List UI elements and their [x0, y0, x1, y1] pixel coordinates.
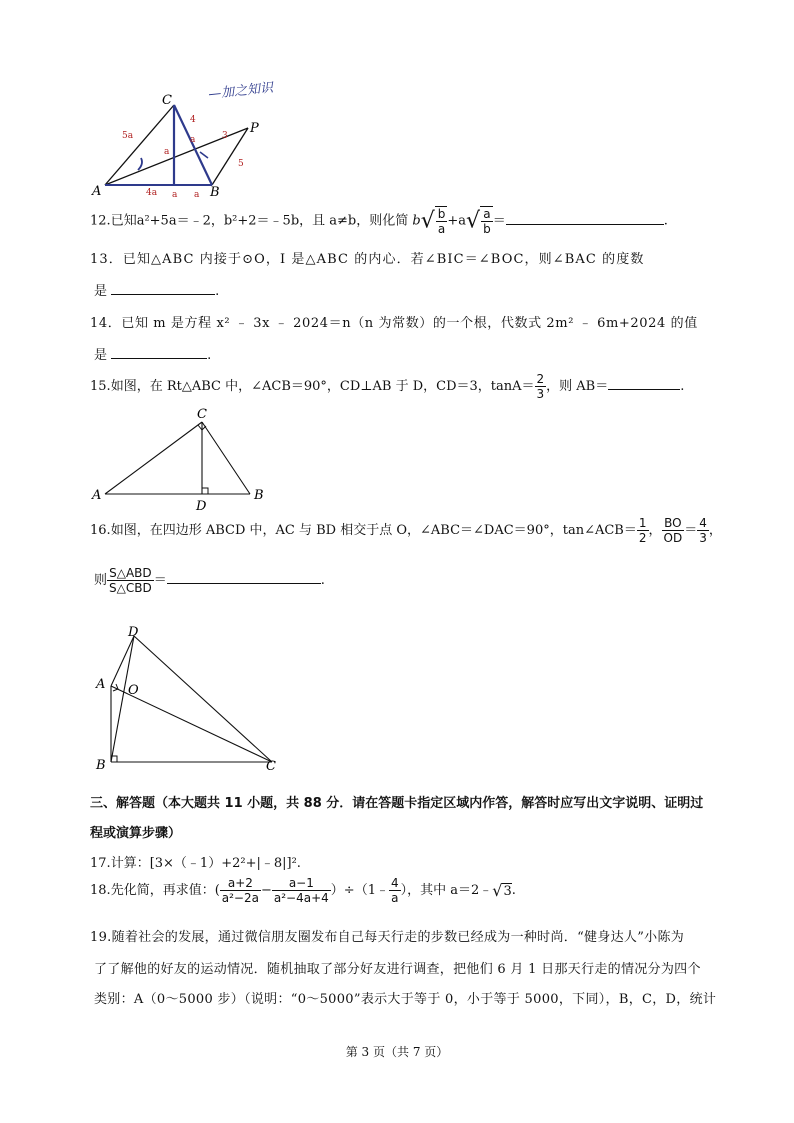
q12-sqrt2: √ $\frac{a}{b}$ — [466, 207, 491, 236]
q14-answer-blank[interactable] — [111, 346, 207, 359]
section3-line2: 程或演算步骤） — [90, 826, 182, 841]
q16-f1-num: 1 — [638, 516, 647, 530]
q16-comma2: ， — [708, 523, 722, 538]
q18-sqrt: √3 — [492, 881, 512, 900]
q16-f3-num: 4 — [699, 516, 707, 530]
q17-number: 17. — [90, 856, 111, 871]
q15-frac-num: 2 — [536, 372, 545, 386]
fig1-label-B: B — [210, 185, 220, 200]
q12-sqrt1: √ $\frac{b}{a}$ — [420, 207, 446, 236]
q16-area-ratio — [107, 566, 154, 595]
q15-frac-den: 3 — [536, 387, 545, 401]
question-13-line2 — [94, 280, 219, 299]
q12-f1-num: b — [437, 207, 446, 221]
q12-answer-blank[interactable] — [506, 212, 664, 225]
q17-text: 计算：[3×（﹣1）+2²+|﹣8|]². — [110, 856, 301, 871]
fig16-label-B: B — [96, 758, 106, 773]
q18-mid: ）÷（1﹣ — [330, 883, 389, 898]
q15-text2: ，则 AB＝ — [546, 379, 609, 394]
q16-f2-num: BO — [662, 516, 685, 531]
q12-pre: 已知 — [110, 213, 137, 229]
fig1-mark-3: 3 — [222, 131, 228, 141]
q18-f1-num: a+2 — [220, 876, 261, 891]
q15-text: 如图，在 Rt△ABC 中，∠ACB＝90°，CD⊥AB 于 D，CD＝3，tanA＝ — [110, 379, 535, 394]
q12-conditions: a²+5a＝﹣2，b²+2＝﹣5b，且 a≠b，则化简 — [136, 213, 409, 229]
figure-1-triangle — [90, 80, 320, 200]
q19-line3: 类别：A（0～5000 步）（说明：“0～5000”表示大于等于 0，小于等于 5000，下同），B，C，D，统计 — [94, 992, 717, 1007]
fig15-label-B: B — [254, 488, 264, 503]
fig1-label-P: P — [250, 121, 259, 136]
fig16-label-C: C — [266, 759, 276, 774]
fig1-mark-a2: a — [190, 135, 196, 145]
fig1-label-A: A — [92, 184, 102, 199]
q18-f1-den: a²−2a — [221, 891, 259, 905]
q18-mid2: ），其中 a＝2﹣ — [400, 883, 493, 898]
q13-number: 13． — [90, 252, 123, 267]
q12-f2-num: a — [481, 207, 493, 222]
q12-end: . — [663, 213, 668, 229]
fig15-label-A: A — [92, 488, 102, 503]
q14-number: 14． — [90, 316, 122, 331]
q16-answer-blank[interactable] — [167, 571, 321, 584]
question-17 — [90, 852, 301, 871]
fig15-label-C: C — [197, 407, 207, 422]
q13-line2: 是 — [94, 284, 108, 299]
q18-frac3 — [389, 876, 401, 905]
fig15-label-D: D — [196, 499, 207, 514]
q18-end: . — [511, 883, 516, 898]
section-3-heading-line2 — [90, 822, 181, 841]
fig1-mark-a1: a — [164, 147, 170, 157]
q16-f2-den: OD — [663, 531, 683, 545]
q18-f2-den: a²−4a+4 — [273, 891, 329, 905]
q16-ratio-den: S△CBD — [109, 581, 152, 595]
question-14 — [90, 312, 698, 331]
fig1-mark-a3: a — [172, 190, 178, 200]
fig1-mark-5a: 5a — [122, 131, 134, 141]
q14-end: . — [207, 348, 212, 363]
figure-15-right-triangle — [90, 404, 280, 514]
fig1-mark-a4: a — [194, 190, 200, 200]
figure-16-quadrilateral — [90, 622, 290, 777]
fig16-label-A: A — [96, 677, 106, 692]
q15-tan-fraction — [535, 372, 547, 401]
fig1-mark-5: 5 — [238, 159, 244, 169]
q14-line2: 是 — [94, 348, 108, 363]
q16-frac-bo-od — [662, 516, 685, 545]
section-3-heading — [90, 792, 703, 811]
fig1-handwritten-note: —加之知识 — [207, 80, 274, 103]
q16-comma: ， — [648, 523, 662, 538]
q16-text: 如图，在四边形 ABCD 中，AC 与 BD 相交于点 O，∠ABC＝∠DAC＝90°，tan∠ACB＝ — [110, 523, 637, 538]
question-16 — [90, 516, 722, 545]
fig1-label-C: C — [162, 93, 172, 108]
q19-line2: 了了解他的好友的运动情况．随机抽取了部分好友进行调查，把他们 6 月 1 日那天行走的情况分为四个 — [94, 962, 701, 977]
question-16-line2 — [94, 566, 325, 595]
question-18 — [90, 876, 516, 905]
q18-sqrt-value: 3 — [503, 883, 512, 899]
question-19-line2 — [94, 958, 701, 977]
q16-number: 16. — [90, 523, 111, 538]
q16-frac-4-3 — [697, 516, 709, 545]
question-19 — [90, 926, 684, 945]
q18-f2-num: a−1 — [272, 876, 331, 891]
fig16-label-D: D — [128, 625, 139, 640]
q14-text: 已知 m 是方程 x² ﹣ 3x ﹣ 2024＝n（n 为常数）的一个根，代数式 2m² ﹣ 6m+2024 的值 — [121, 316, 698, 331]
q13-text: 已知△ABC 内接于⊙O，I 是△ABC 的内心．若∠BIC＝∠BOC，则∠BAC 的度数 — [122, 252, 645, 267]
question-19-line3 — [94, 988, 716, 1007]
q12-number: 12. — [90, 213, 111, 229]
q15-end: . — [680, 379, 685, 394]
fig1-mark-4a: 4a — [146, 188, 158, 198]
q18-frac1 — [220, 876, 261, 905]
question-14-line2 — [94, 344, 211, 363]
q16-then: 则 — [94, 573, 108, 588]
fig16-label-O: O — [128, 683, 139, 698]
q16-eq2: ＝ — [153, 573, 167, 588]
question-13 — [90, 248, 644, 267]
q13-end: . — [215, 284, 220, 299]
q15-number: 15. — [90, 379, 111, 394]
q16-f1-den: 2 — [638, 531, 647, 545]
q16-eq: ＝ — [684, 523, 698, 538]
q19-line1: 随着社会的发展，通过微信朋友圈发布自己每天行走的步数已经成为一种时尚．“健身达人”小陈为 — [111, 930, 685, 945]
page-footer: 第 3 页（共 7 页） — [345, 1045, 449, 1059]
question-15 — [90, 372, 684, 401]
q18-text: 先化简，再求值：( — [110, 883, 220, 898]
q16-f3-den: 3 — [699, 531, 707, 545]
q16-end: . — [320, 573, 325, 588]
q15-answer-blank[interactable] — [608, 377, 680, 390]
q12-plus: +a — [447, 213, 467, 229]
question-12 — [90, 206, 668, 236]
q12-f2-den: b — [483, 222, 491, 236]
q12-eq: ＝ — [492, 213, 506, 229]
q12-b1: b — [412, 213, 421, 229]
q16-ratio-num: S△ABD — [107, 566, 154, 581]
fig1-mark-4: 4 — [190, 115, 196, 125]
q18-minus: − — [260, 883, 272, 898]
q16-frac-tan — [637, 516, 649, 545]
q13-answer-blank[interactable] — [111, 282, 215, 295]
q18-number: 18. — [90, 883, 111, 898]
section3-line1: 三、解答题（本大题共 11 小题，共 88 分．请在答题卡指定区域内作答，解答时应写出文字说明、证明过 — [90, 796, 704, 811]
q18-frac2 — [272, 876, 331, 905]
q18-f3-den: a — [391, 891, 399, 905]
q18-f3-num: 4 — [390, 876, 399, 890]
q19-number: 19. — [90, 930, 112, 945]
q12-f1-den: a — [437, 222, 446, 236]
